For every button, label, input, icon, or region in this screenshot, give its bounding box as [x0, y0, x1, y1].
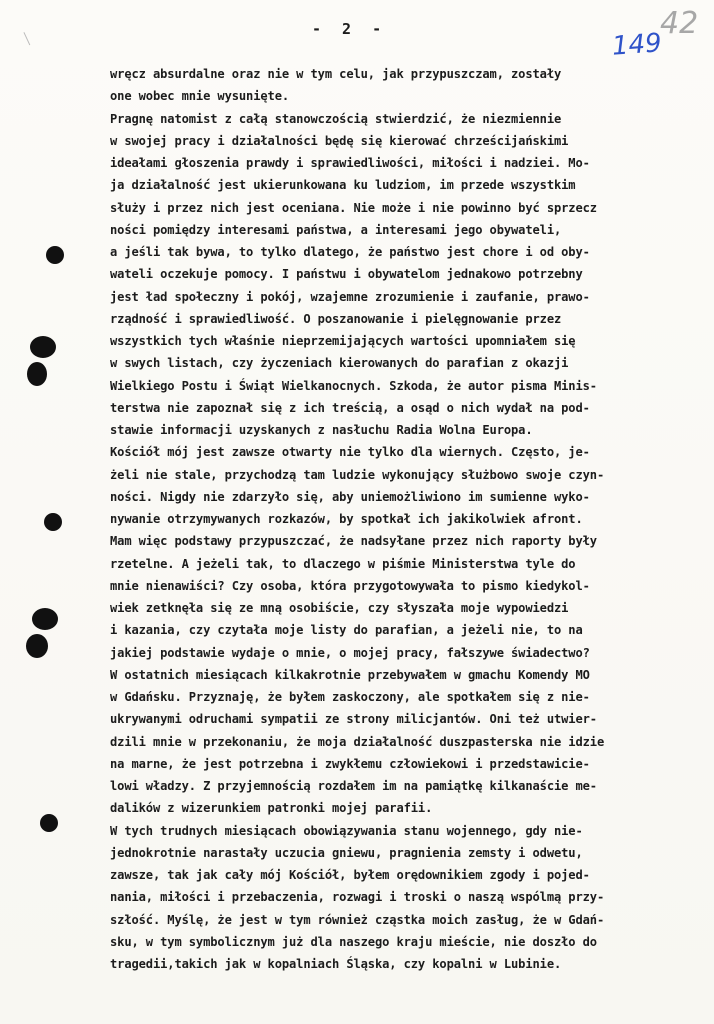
punch-hole	[32, 608, 58, 630]
text-line: wiek zetknęła się ze mną osobiście, czy słyszała moje wypowiedzi	[110, 601, 569, 615]
text-line: w swojej pracy i działalności będę się kierować chrześcijańskimi	[110, 133, 569, 148]
text-line: Pragnę natomist z całą stanowczością stwierdzić, że niezmiennie	[110, 111, 562, 126]
text-line: wszystkich tych właśnie nieprzemijających wartości upomniałem się	[110, 334, 576, 348]
text-line: na marne, że jest potrzebna i zwykłemu człowiekowi i przedstawicie-	[110, 756, 590, 771]
text-line: dalików z wizerunkiem patronki mojej parafii.	[110, 801, 433, 816]
page-number: - 2 -	[312, 20, 388, 38]
text-line: W ostatnich miesiącach kilkakrotnie przebywałem w gmachu Komendy MO	[110, 667, 590, 682]
text-line: Wielkiego Postu i Świąt Wielkanocnych. Szkoda, że autor pisma Minis-	[110, 378, 597, 393]
text-line: one wobec mnie wysunięte.	[110, 89, 290, 104]
text-line: rządność i sprawiedliwość. O poszanowanie i pielęgnowanie przez	[110, 311, 562, 326]
text-line: służy i przez nich jest oceniana. Nie może i nie powinno być sprzecz	[110, 200, 597, 215]
text-line: wateli oczekuje pomocy. I państwu i obywatelom jednakowo potrzebny	[110, 267, 583, 282]
text-line: W tych trudnych miesiącach obowiązywania stanu wojennego, gdy nie-	[110, 823, 583, 838]
text-line: ideałami głoszenia prawdy i sprawiedliwości, miłości i nadziei. Mo-	[110, 156, 590, 170]
text-line: i kazania, czy czytała moje listy do parafian, a jeżeli nie, to na	[110, 623, 583, 638]
text-line: stawie informacji uzyskanych z nasłuchu Radia Wolna Europa.	[110, 423, 533, 437]
text-line: ności. Nigdy nie zdarzyło się, aby uniemożliwiono im sumienne wyko-	[110, 489, 590, 504]
folio-number: 149	[611, 28, 663, 62]
archive-number: 42	[660, 6, 699, 41]
text-line: jest ład społeczny i pokój, wzajemne zrozumienie i zaufanie, prawo-	[110, 289, 590, 304]
text-line: sku, w tym symbolicznym już dla naszego kraju mieście, nie doszło do	[110, 934, 597, 949]
text-line: wręcz absurdalne oraz nie w tym celu, jak przypuszczam, zostały	[110, 67, 562, 81]
punch-hole	[40, 814, 58, 832]
text-line: szłość. Myślę, że jest w tym również cząstka moich zasług, że w Gdań-	[110, 912, 605, 927]
text-line: ukrywanymi odruchami sympatii ze strony milicjantów. Oni też utwier-	[110, 712, 597, 727]
text-line: ja działalność jest ukierunkowana ku ludziom, im przede wszystkim	[110, 178, 576, 193]
text-line: dzili mnie w przekonaniu, że moja działalność duszpasterska nie idzie	[110, 734, 605, 749]
text-line: w Gdańsku. Przyznaję, że byłem zaskoczony, ale spotkałem się z nie-	[110, 690, 590, 704]
text-line: terstwa nie zapoznał się z ich treścią, a osąd o nich wydał na pod-	[110, 400, 590, 415]
margin-pencil-mark	[23, 29, 37, 45]
text-line: jakiej podstawie wydaje o mnie, o mojej pracy, fałszywe świadectwo?	[110, 645, 590, 660]
punch-hole	[30, 336, 56, 358]
letter-body	[110, 63, 710, 975]
text-line: ności pomiędzy interesami państwa, a interesami jego obywateli,	[110, 222, 562, 237]
text-line: Kościół mój jest zawsze otwarty nie tylko dla wiernych. Często, je-	[110, 445, 590, 460]
text-line: lowi władzy. Z przyjemnością rozdałem im na pamiątkę kilkanaście me-	[110, 779, 597, 793]
text-line: Mam więc podstawy przypuszczać, że nadsyłane przez nich raporty były	[110, 534, 597, 549]
punch-hole	[44, 513, 62, 531]
text-line: mnie nienawiści? Czy osoba, która przygotowywała to pismo kiedykol-	[110, 578, 590, 593]
text-line: w swych listach, czy życzeniach kierowanych do parafian z okazji	[110, 356, 569, 371]
punch-hole	[27, 362, 47, 386]
text-line: nywanie otrzymywanych rozkazów, by spotkał ich jakikolwiek afront.	[110, 512, 583, 526]
punch-hole	[26, 634, 48, 658]
punch-hole	[46, 246, 64, 264]
text-line: nania, miłości i przebaczenia, rozwagi i troski o naszą wspólmą przy-	[110, 890, 605, 905]
text-line: rzetelne. A jeżeli tak, to dlaczego w piśmie Ministerstwa tyle do	[110, 556, 576, 571]
text-line: tragedii,takich jak w kopalniach Śląska, czy kopalni w Lubinie.	[110, 957, 562, 971]
text-line: zawsze, tak jak cały mój Kościół, byłem orędownikiem zgody i pojed-	[110, 868, 590, 882]
text-line: żeli nie stale, przychodzą tam ludzie wykonujący służbowo swoje czyn-	[110, 467, 605, 482]
text-line: a jeśli tak bywa, to tylko dlatego, że państwo jest chore i od oby-	[110, 245, 590, 259]
text-line: jednokrotnie narastały uczucia gniewu, pragnienia zemsty i odwetu,	[110, 845, 583, 860]
